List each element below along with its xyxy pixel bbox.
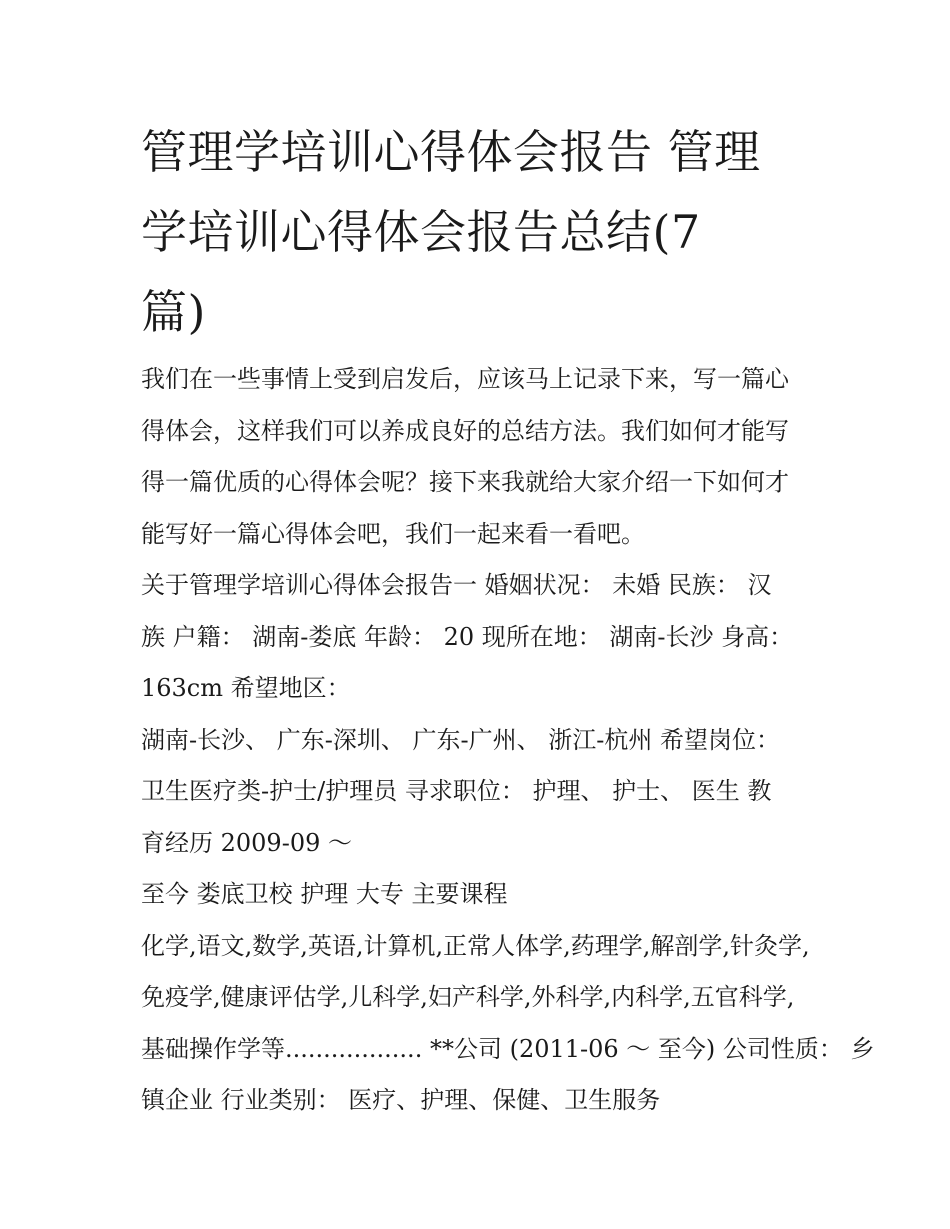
body-line: 化学,语文,数学,英语,计算机,正常人体学,药理学,解剖学,针灸学, (141, 931, 810, 960)
body-line: 163cm 希望地区： (141, 674, 351, 702)
body-line: 育经历 2009-09 ～ (141, 828, 352, 857)
body-line: 镇企业 行业类别： 医疗、护理、保健、卫生服务 (141, 1086, 661, 1114)
body-line: 至今 娄底卫校 护理 大专 主要课程 (141, 880, 508, 908)
body-line: 得体会，这样我们可以养成良好的总结方法。我们如何才能写 (141, 416, 789, 445)
body-line: 基础操作学等.................. **公司 (2011-06 ～ 至今) 公司性质： 乡 (141, 1034, 875, 1063)
title-line: 管理学培训心得体会报告 管理 (141, 125, 761, 179)
body-line: 能写好一篇心得体会吧，我们一起来看一看吧。 (141, 519, 645, 548)
document-body (141, 354, 875, 1127)
body-line: 族 户籍： 湖南-娄底 年龄： 20 现所在地： 湖南-长沙 身高： (141, 622, 794, 651)
body-line: 关于管理学培训心得体会报告一 婚姻状况： 未婚 民族： 汉 (141, 571, 772, 599)
title-line: 学培训心得体会报告总结(7 (141, 205, 701, 259)
body-line: 我们在一些事情上受到启发后，应该马上记录下来，写一篇心 (141, 365, 789, 393)
body-line: 免疫学,健康评估学,儿科学,妇产科学,外科学,内科学,五官科学, (141, 983, 795, 1011)
title-line: 篇) (141, 285, 206, 339)
body-line: 得一篇优质的心得体会呢？接下来我就给大家介绍一下如何才 (141, 468, 789, 496)
document-title (141, 112, 821, 352)
body-line: 卫生医疗类-护士/护理员 寻求职位： 护理、 护士、 医生 教 (141, 777, 772, 805)
body-line: 湖南-长沙、 广东-深圳、 广东-广州、 浙江-杭州 希望岗位： (141, 725, 780, 754)
